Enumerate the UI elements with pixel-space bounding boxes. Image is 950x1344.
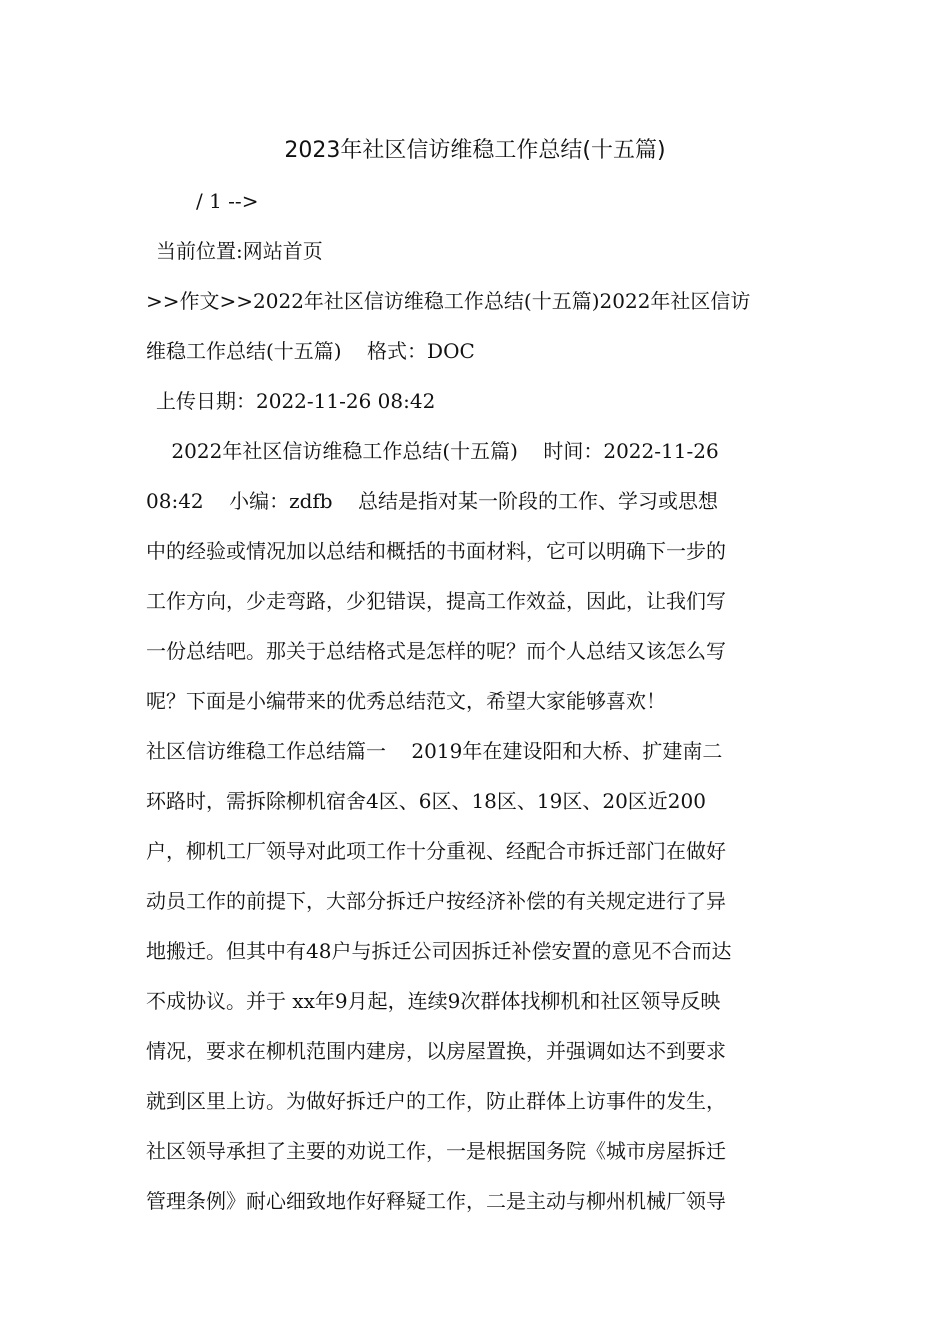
body-line: 环路时，需拆除柳机宿舍4区、6区、18区、19区、20区近200 bbox=[146, 789, 706, 813]
body-line: 社区信访维稳工作总结篇一 2019年在建设阳和大桥、扩建南二 bbox=[146, 739, 723, 763]
breadcrumb-path-line-2: 维稳工作总结(十五篇) 格式：DOC bbox=[146, 339, 475, 363]
body-line: 08:42 小编：zdfb 总结是指对某一阶段的工作、学习或思想 bbox=[146, 489, 719, 513]
body-line: 2022年社区信访维稳工作总结(十五篇) 时间：2022-11-26 bbox=[146, 439, 719, 463]
body-line: 工作方向，少走弯路，少犯错误，提高工作效益，因此，让我们写 bbox=[146, 589, 726, 613]
body-line: 社区领导承担了主要的劝说工作，一是根据国务院《城市房屋拆迁 bbox=[146, 1139, 726, 1163]
upload-date: 上传日期：2022-11-26 08:42 bbox=[156, 389, 436, 413]
body-line: 动员工作的前提下，大部分拆迁户按经济补偿的有关规定进行了异 bbox=[146, 889, 726, 913]
breadcrumb-path-line-1: >>作文>>2022年社区信访维稳工作总结(十五篇)2022年社区信访 bbox=[146, 289, 751, 313]
body-line: 呢？下面是小编带来的优秀总结范文，希望大家能够喜欢！ bbox=[146, 689, 666, 713]
page-marker: / 1 --> bbox=[196, 189, 259, 213]
body-line: 管理条例》耐心细致地作好释疑工作，二是主动与柳州机械厂领导 bbox=[146, 1189, 726, 1213]
body-line: 中的经验或情况加以总结和概括的书面材料，它可以明确下一步的 bbox=[146, 539, 726, 563]
body-line: 户，柳机工厂领导对此项工作十分重视、经配合市拆迁部门在做好 bbox=[146, 839, 726, 863]
body-line: 地搬迁。但其中有48户与拆迁公司因拆迁补偿安置的意见不合而达 bbox=[146, 939, 732, 963]
breadcrumb-location: 当前位置:网站首页 bbox=[156, 239, 323, 263]
body-line: 一份总结吧。那关于总结格式是怎样的呢？而个人总结又该怎么写 bbox=[146, 639, 726, 663]
document-title: 2023年社区信访维稳工作总结(十五篇) bbox=[284, 138, 666, 163]
body-line: 情况，要求在柳机范围内建房，以房屋置换，并强调如达不到要求 bbox=[146, 1039, 726, 1063]
body-line: 就到区里上访。为做好拆迁户的工作，防止群体上访事件的发生， bbox=[146, 1089, 726, 1113]
body-line: 不成协议。并于 xx年9月起，连续9次群体找柳机和社区领导反映 bbox=[146, 989, 721, 1013]
